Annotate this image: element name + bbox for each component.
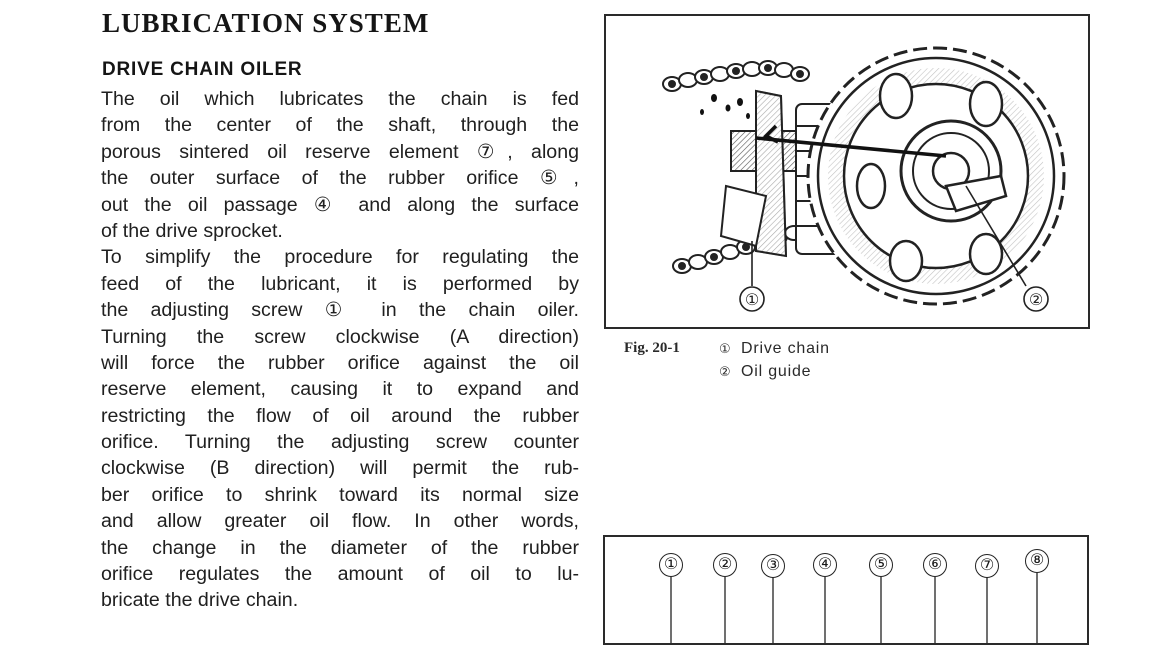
callout-oil-guide — [1024, 287, 1048, 311]
part-callout-1: ① — [659, 553, 683, 577]
caption-item-number: ② — [719, 364, 732, 379]
body-line: the change in the diameter of the rubber — [101, 536, 579, 559]
callout-oil-guide-label: ② — [1028, 292, 1044, 309]
body-line: the adjusting screw ① in the chain oiler. — [101, 299, 579, 322]
subsection-title: DRIVE CHAIN OILER — [102, 59, 303, 80]
body-line: restricting the flow of oil around the rubber — [101, 404, 579, 427]
caption-item-text: Oil guide — [741, 363, 812, 380]
figure-drive-chain-oiler — [604, 14, 1090, 329]
body-line: porous sintered oil reserve element ⑦, along — [101, 140, 579, 163]
body-line: clockwise (B direction) will permit the rub- — [101, 457, 579, 480]
caption-item-number: ① — [719, 341, 732, 356]
body-line: will force the rubber orifice against the oil — [101, 351, 579, 374]
part-callout-3: ③ — [761, 554, 785, 578]
figure-label: Fig. 20-1 — [624, 340, 680, 356]
body-line: feed of the lubricant, it is performed by — [101, 272, 579, 295]
sprocket-illustration — [606, 16, 1090, 329]
body-line: orifice. Turning the adjusting screw counter — [101, 431, 579, 454]
body-line: and allow greater oil flow. In other words, — [101, 510, 579, 533]
section-title: LUBRICATION SYSTEM — [102, 8, 430, 38]
part-callout-5: ⑤ — [869, 553, 893, 577]
body-line: from the center of the shaft, through the — [101, 114, 579, 137]
part-callout-4: ④ — [813, 553, 837, 577]
figure-oiler-parts — [603, 535, 1089, 645]
body-line: orifice regulates the amount of oil to lu- — [101, 563, 579, 586]
caption-item — [719, 360, 811, 383]
part-callout-2: ② — [713, 553, 737, 577]
body-paragraphs — [101, 86, 579, 614]
body-line: The oil which lubricates the chain is fed — [101, 88, 579, 110]
body-line: bricate the drive chain. — [101, 589, 299, 612]
caption-item-text: Drive chain — [741, 340, 830, 357]
oil-drops — [700, 94, 750, 119]
body-line: of the drive sprocket. — [101, 219, 283, 242]
body-line: Turning the screw clockwise (A direction) — [101, 325, 579, 348]
upper-chain — [663, 61, 809, 91]
parts-leaders — [605, 537, 1089, 645]
callout-drive-chain — [740, 287, 764, 311]
part-callout-6: ⑥ — [923, 553, 947, 577]
drive-sprocket — [808, 48, 1064, 304]
part-callout-7: ⑦ — [975, 554, 999, 578]
callout-drive-chain-label: ① — [744, 292, 760, 309]
body-line: the outer surface of the rubber orifice ⑤, — [101, 167, 579, 190]
body-line: ber orifice to shrink toward its normal size — [101, 483, 579, 506]
part-callout-8: ⑧ — [1025, 549, 1049, 573]
body-line: out the oil passage ④ and along the surface — [101, 193, 579, 216]
caption-item — [719, 337, 830, 360]
body-line: reserve element, causing it to expand and — [101, 378, 579, 401]
body-line: To simplify the procedure for regulating the — [101, 246, 579, 269]
